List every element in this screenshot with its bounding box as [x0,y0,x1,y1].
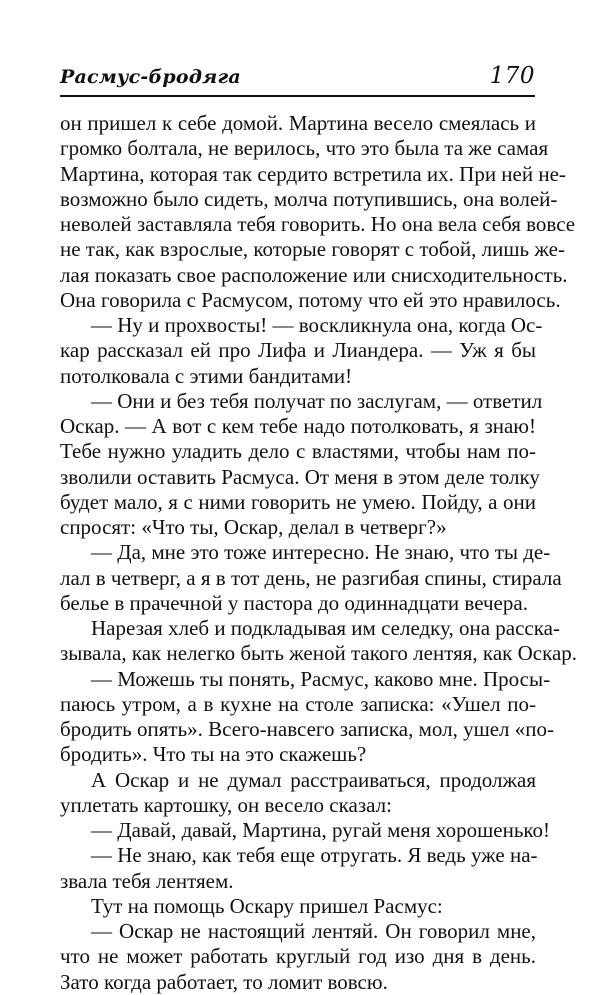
text-line: бродить». Что ты на это скажешь? [60,742,367,767]
text-line: Нарезая хлеб и подкладывая им селедку, она расска- [91,616,560,640]
body-text [60,111,578,995]
text-line: что не может работать круглый год изо дня в день. [60,944,536,969]
text-line: неволей заставляла тебя говорить. Но она вела себя вовсе [60,212,576,236]
text-line: белье в прачечной у пастора до одиннадцати вечера. [60,590,528,615]
text-line: Зато когда работает, то ломит вовсю. [60,969,388,994]
text-line: звала тебя лентяем. [60,868,234,893]
text-line: будет мало, я с ними говорить не умею. Пойду, а они [60,489,536,514]
text-line: — Да, мне это тоже интересно. Не знаю, что ты де- [91,540,551,565]
text-line: зывала, как нелегко быть женой такого лентяя, как Оскар. [60,641,578,666]
text-line: он пришел к себе домой. Мартина весело смеялась и [60,111,536,135]
text-line: не так, как взрослые, которые говорят с тобой, лишь же- [60,237,565,262]
text-line: Тебе нужно уладить дело с властями, чтобы нам по- [60,439,536,464]
text-line: Она говорила с Расмусом, потому что ей это нравилось. [60,287,561,312]
text-line: — Они и без тебя получат по заслугам, — ответил [91,388,543,413]
text-line: кар рассказал ей про Лифа и Лиандера. — Уж я бы [60,338,536,363]
text-line: уплетать картошку, он весело сказал: [60,792,392,817]
text-line: потолковала с этими бандитами! [60,363,353,388]
text-line: бродить опять». Всего-навсего записка, мол, ушел «по- [60,717,555,741]
running-title: Расмус-бродяга [60,66,241,88]
text-line: лал в четверг, а я в тот день, не разгибая спины, стирала [60,565,562,590]
text-line: Тут на помощь Оскару пришел Расмус: [91,893,443,918]
page-number: 170 [489,63,535,89]
text-line: А Оскар и не думал расстраиваться, продолжая [91,767,536,792]
text-line: Оскар. — А вот с кем тебе надо потолковать, я знаю! [60,414,536,438]
header-rule [60,95,535,97]
text-line: — Давай, давай, Мартина, ругай меня хорошенько! [91,818,551,842]
text-line: громко болтала, не верилось, что это была та же самая [60,136,549,161]
running-header [60,63,535,100]
text-line: спросят: «Что ты, Оскар, делал в четверг?» [60,515,447,539]
text-line: зволили оставить Расмуса. От меня в этом деле толку [60,464,540,489]
text-line: лая показать свое расположение или снисходительность. [60,262,568,287]
text-line: паюсь утром, а в кухне на столе записка: «Ушел по- [60,691,536,716]
text-line: возможно было сидеть, молча потупившись, она волей- [60,186,558,211]
text-line: Мартина, которая так сердито встретила их. При ней не- [60,161,566,186]
text-line: — Оскар не настоящий лентяй. Он говорил мне, [91,919,536,943]
text-line: — Ну и прохвосты! — воскликнула она, когда Ос- [91,313,543,337]
text-line: — Не знаю, как тебя еще отругать. Я ведь уже на- [91,843,538,868]
text-line: — Можешь ты понять, Расмус, каково мне. Просы- [91,666,551,691]
